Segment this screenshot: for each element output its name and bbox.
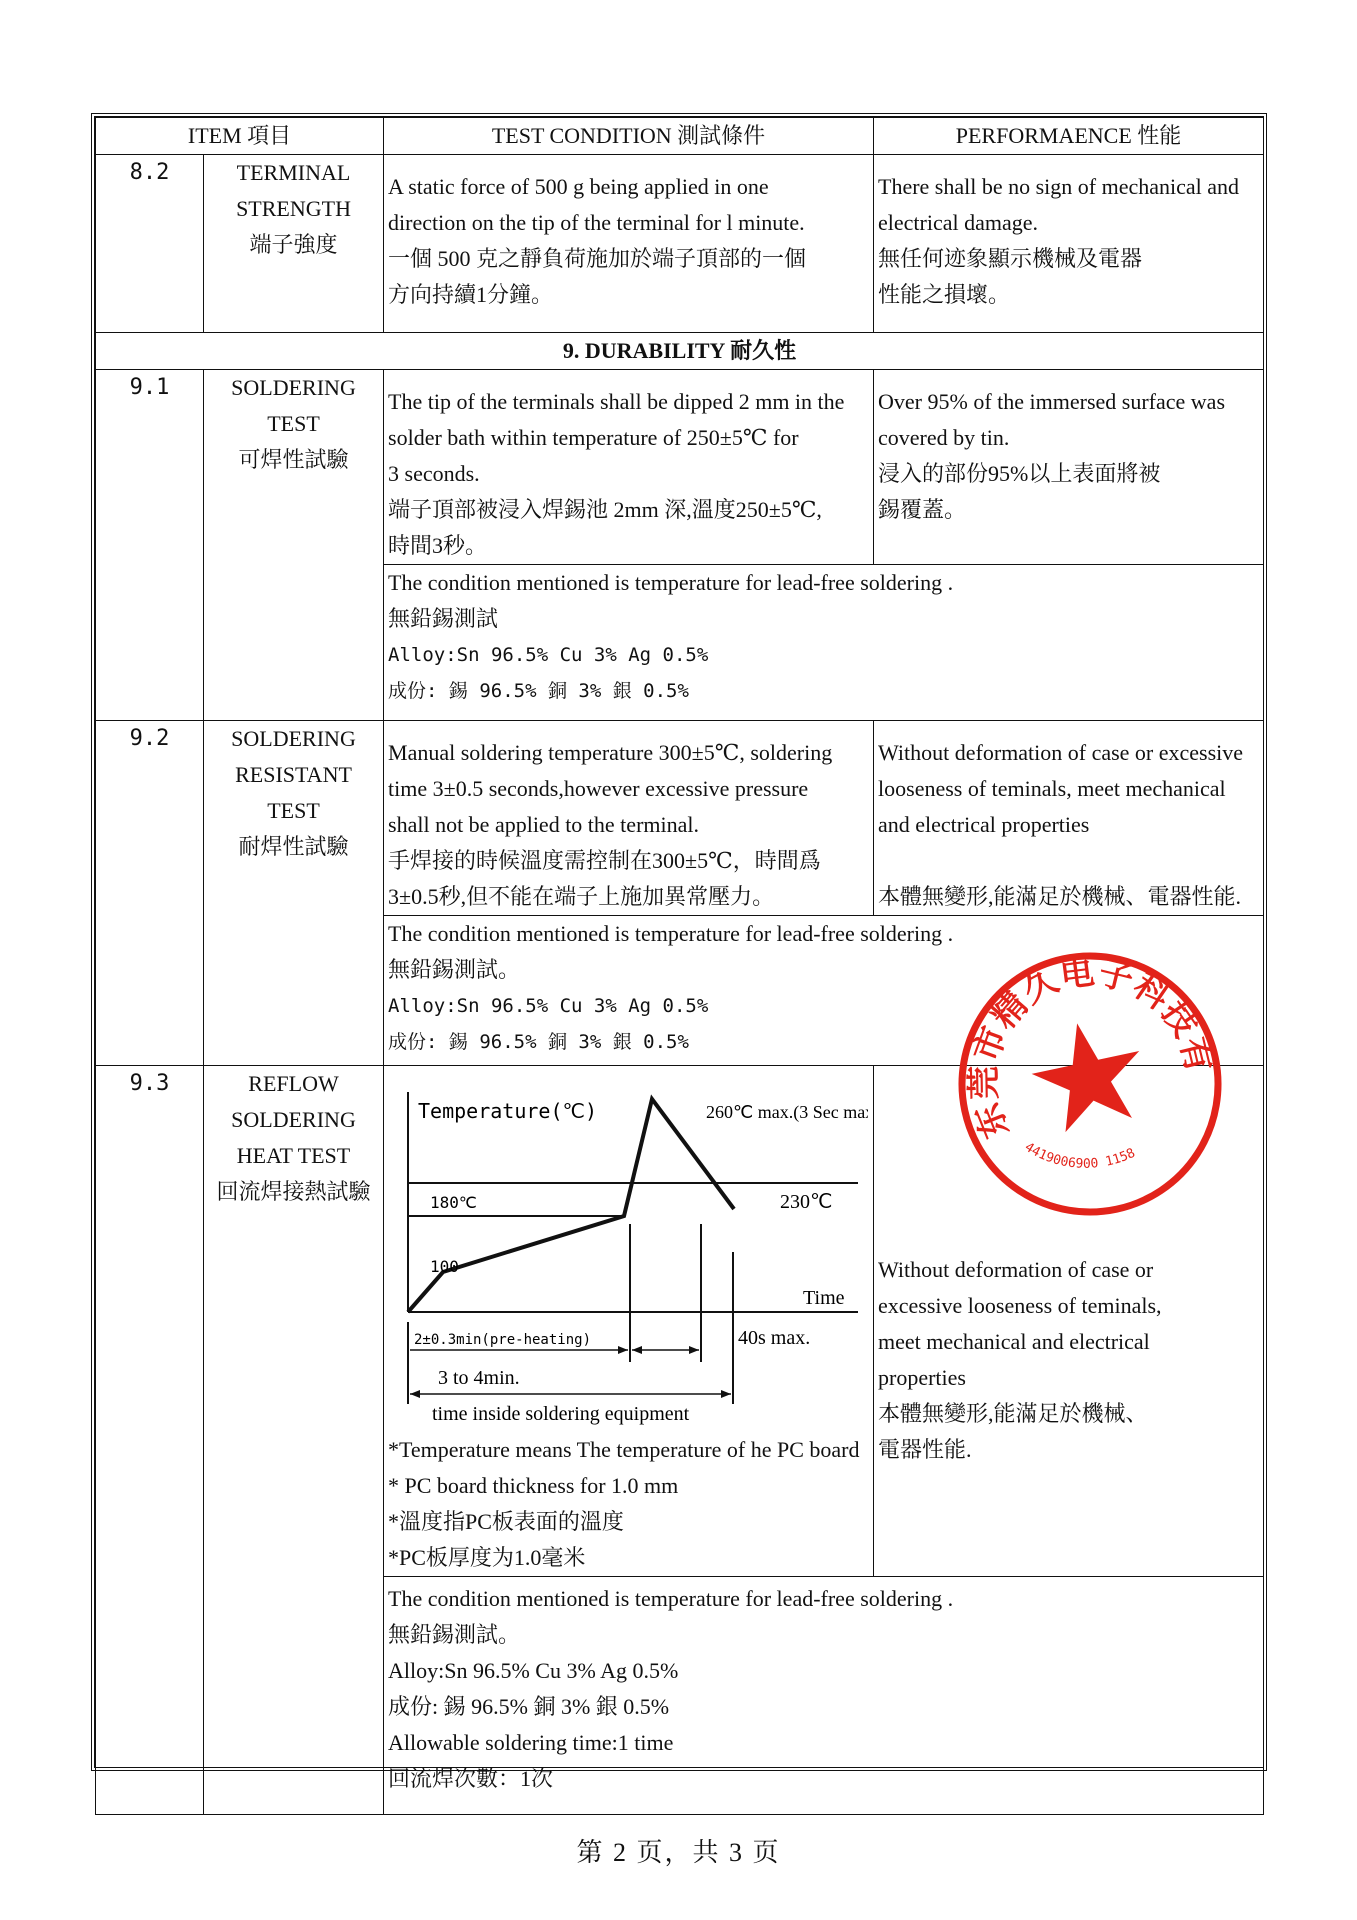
seal-code: 4419006900 1158 (1021, 1139, 1138, 1172)
table-row-8-2 (96, 155, 1264, 333)
item-name-line: REFLOW (248, 1071, 339, 1096)
item-name-line: SOLDERING (231, 375, 356, 400)
performance-line: Without deformation of case or (878, 1257, 1154, 1282)
condition-line: direction on the tip of the terminal for l minute. (388, 210, 805, 235)
arrow-head (618, 1346, 628, 1354)
note-line: Alloy:Sn 96.5% Cu 3% Ag 0.5% (388, 995, 709, 1017)
performance-line: looseness of teminals, meet mechanical (878, 776, 1226, 801)
note-line: Alloy:Sn 96.5% Cu 3% Ag 0.5% (388, 1658, 679, 1683)
item-name (204, 370, 384, 721)
chart-caption: time inside soldering equipment (432, 1403, 690, 1425)
performance (874, 721, 1264, 916)
item-name-line: 端子強度 (249, 232, 338, 257)
condition-line: 端子頂部被浸入焊錫池 2mm 深,溫度250±5℃, (388, 497, 822, 522)
item-name-line: RESISTANT (235, 762, 352, 787)
item-name-line: 耐焊性試驗 (238, 834, 349, 859)
arrow-head (721, 1390, 731, 1398)
star-icon (1023, 1012, 1152, 1137)
item-name-line: SOLDERING (231, 726, 356, 751)
condition-line: The tip of the terminals shall be dipped 2 mm in the (388, 389, 845, 414)
item-name (204, 721, 384, 1066)
condition-line: Manual soldering temperature 300±5℃, soldering (388, 740, 833, 765)
note-line: 無鉛錫測試 (388, 606, 499, 631)
performance-line: Without deformation of case or excessive (878, 740, 1244, 765)
performance-line: There shall be no sign of mechanical and (878, 174, 1240, 199)
performance-line: meet mechanical and electrical (878, 1329, 1150, 1354)
item-name-line: STRENGTH (236, 196, 351, 221)
condition-line: A static force of 500 g being applied in one (388, 174, 769, 199)
performance-line: excessive looseness of teminals, (878, 1293, 1162, 1318)
item-name-line: TEST (267, 411, 320, 436)
condition-line: *PC板厚度为1.0毫米 (388, 1545, 586, 1570)
item-name-line: 可焊性試驗 (238, 447, 349, 472)
item-name (204, 155, 384, 333)
seal-svg (950, 944, 1230, 1224)
performance-line: 無任何迹象顯示機械及電器 (878, 246, 1143, 271)
condition-line: 手焊接的時候溫度需控制在300±5℃，時間爲 (388, 848, 821, 873)
peak-label: 260℃ max.(3 Sec max.) (706, 1102, 869, 1122)
item-number: 9.1 (96, 370, 204, 721)
condition-line: 時間3秒。 (388, 533, 488, 558)
header-performance: PERFORMAENCE 性能 (874, 118, 1264, 155)
condition-line: *Temperature means The temperature of he PC board (388, 1437, 860, 1462)
performance-line: 本體無變形,能滿足於機械、 (878, 1401, 1148, 1426)
item-name (204, 1066, 384, 1815)
note-line: Alloy:Sn 96.5% Cu 3% Ag 0.5% (388, 644, 709, 666)
performance-line: 性能之損壞。 (878, 282, 1011, 307)
arrow-head (689, 1346, 699, 1354)
note-line: 成份: 錫 96.5% 銅 3% 銀 0.5% (388, 1694, 670, 1719)
note-line: 無鉛錫測試。 (388, 1622, 521, 1647)
lead-free-note (384, 1577, 1264, 1815)
performance-line: 錫覆蓋。 (878, 497, 967, 522)
company-seal (950, 944, 1230, 1224)
peak-time-label: 40s max. (738, 1327, 811, 1349)
performance-line: Over 95% of the immersed surface was (878, 389, 1225, 414)
note-line: The condition mentioned is temperature for lead-free soldering . (388, 1586, 954, 1611)
note-line: 成份: 錫 96.5% 銅 3% 銀 0.5% (388, 1031, 689, 1053)
item-name-line: HEAT TEST (236, 1143, 351, 1168)
t230-label: 230℃ (780, 1191, 833, 1213)
condition-line: 3±0.5秒,但不能在端子上施加異常壓力。 (388, 884, 775, 909)
condition-line: 一個 500 克之靜負荷施加於端子頂部的一個 (388, 246, 807, 271)
item-name-line: SOLDERING (231, 1107, 356, 1132)
condition-line: 3 seconds. (388, 461, 480, 486)
performance-line: 本體無變形,能滿足於機械、電器性能. (878, 884, 1242, 909)
note-line: 回流焊次數：1次 (388, 1766, 554, 1791)
test-condition (384, 155, 874, 333)
performance-line: 浸入的部份95%以上表面將被 (878, 461, 1161, 486)
condition-line: *溫度指PC板表面的溫度 (388, 1509, 624, 1534)
test-condition (384, 370, 874, 565)
performance (874, 370, 1264, 565)
arrow-head (410, 1390, 420, 1398)
performance-line: properties (878, 1365, 966, 1390)
total-time-label: 3 to 4min. (438, 1367, 520, 1389)
performance-line: covered by tin. (878, 425, 1010, 450)
t180-label: 180℃ (430, 1193, 477, 1212)
condition-line: * PC board thickness for 1.0 mm (388, 1473, 679, 1498)
table-row-9-1 (96, 370, 1264, 565)
performance-line (878, 843, 1259, 879)
condition-line: time 3±0.5 seconds,however excessive pressure (388, 776, 809, 801)
reflow-profile-chart (388, 1072, 868, 1432)
spec-table-frame (91, 113, 1267, 1791)
note-line: The condition mentioned is temperature for lead-free soldering . (388, 921, 954, 946)
item-number: 8.2 (96, 155, 204, 333)
header-condition: TEST CONDITION 測試條件 (384, 118, 874, 155)
test-condition (384, 1066, 874, 1577)
note-line: 無鉛錫測試。 (388, 957, 521, 982)
note-line: 成份: 錫 96.5% 銅 3% 銀 0.5% (388, 680, 689, 702)
condition-line: shall not be applied to the terminal. (388, 812, 699, 837)
header-item: ITEM 項目 (96, 118, 384, 155)
item-name-line: TERMINAL (236, 160, 351, 185)
performance-line: electrical damage. (878, 210, 1039, 235)
lead-free-note (384, 565, 1264, 721)
x-axis-label: Time (803, 1287, 845, 1309)
note-line: Allowable soldering time:1 time (388, 1730, 674, 1755)
reflow-profile-svg (388, 1072, 868, 1432)
table-row-9-2 (96, 721, 1264, 916)
seal-text: 东莞市精久电子科技有限公司 (964, 952, 1219, 1144)
table-header-row (96, 118, 1264, 155)
preheat-label: 2±0.3min(pre-heating) (414, 1332, 592, 1348)
t100-label: 100 (430, 1257, 459, 1276)
section-row (96, 333, 1264, 370)
y-axis-label: Temperature(℃) (418, 1099, 598, 1123)
performance (874, 155, 1264, 333)
condition-line: solder bath within temperature of 250±5℃ for (388, 425, 799, 450)
item-number: 9.3 (96, 1066, 204, 1815)
section-title: 9. DURABILITY 耐久性 (96, 333, 1264, 370)
condition-line: 方向持續1分鐘。 (388, 282, 554, 307)
test-condition (384, 721, 874, 916)
item-name-line: 回流焊接熱試驗 (216, 1179, 371, 1204)
item-number: 9.2 (96, 721, 204, 1066)
page-number: 第 2 页，共 3 页 (576, 1838, 781, 1867)
performance-line: 電器性能. (878, 1437, 972, 1462)
performance-line: and electrical properties (878, 812, 1090, 837)
item-name-line: TEST (267, 798, 320, 823)
note-line: The condition mentioned is temperature for lead-free soldering . (388, 570, 954, 595)
